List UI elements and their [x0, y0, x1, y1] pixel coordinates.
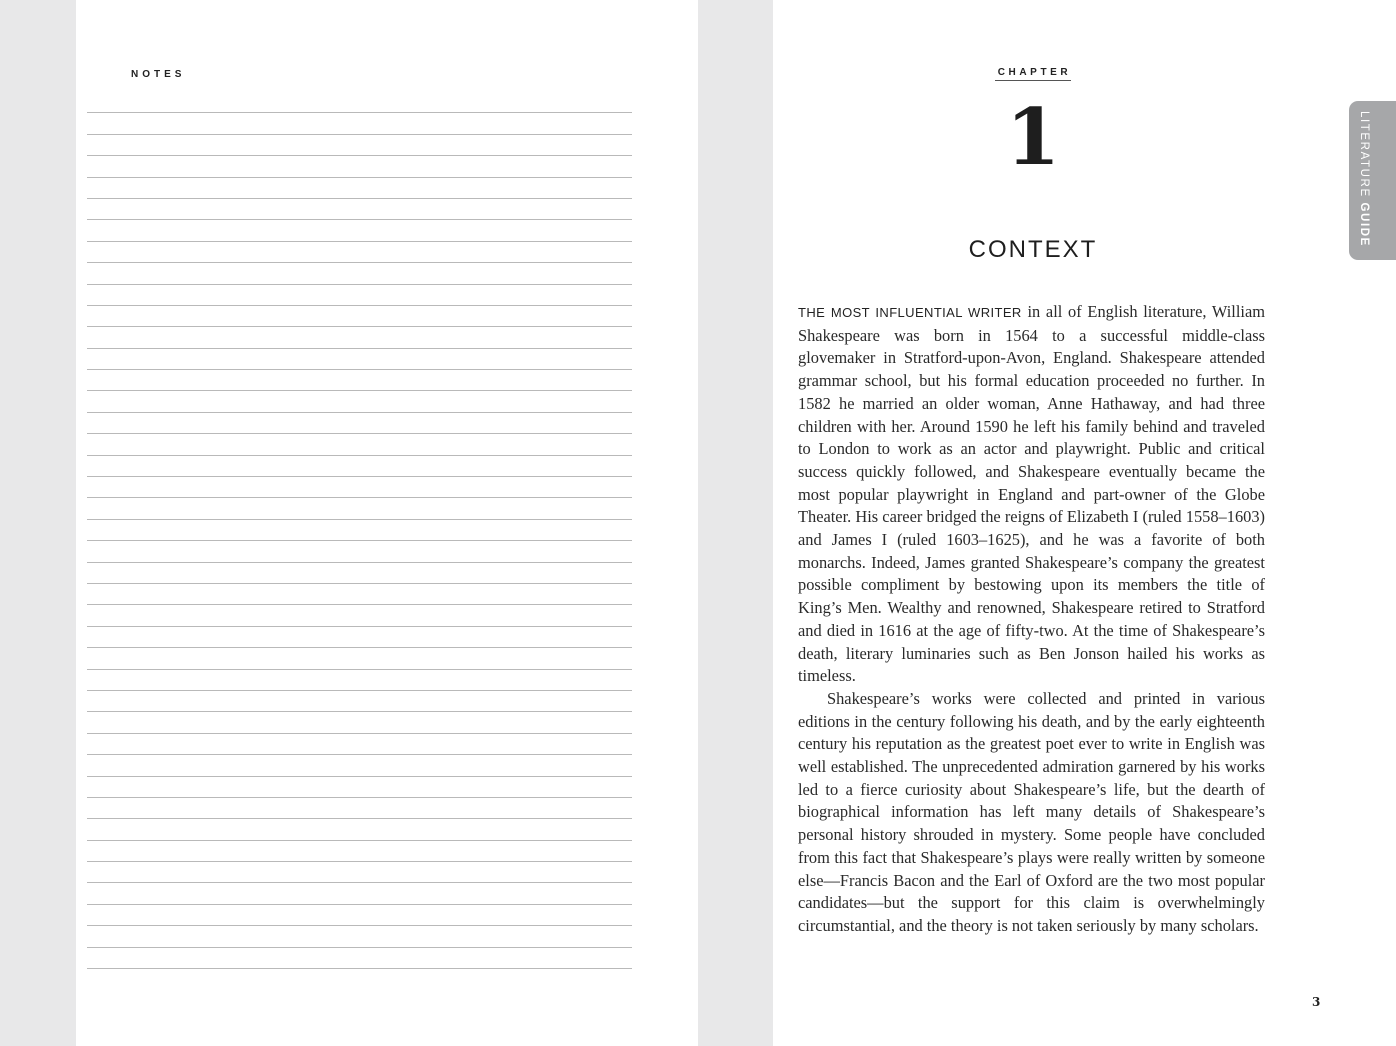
ruled-line	[87, 948, 632, 969]
chapter-number: 1	[1005, 92, 1061, 183]
ruled-line	[87, 541, 632, 562]
page-number: 3	[1312, 995, 1321, 1009]
side-tab-label	[1355, 111, 1373, 251]
left-notes-page	[76, 0, 698, 1046]
ruled-line	[87, 819, 632, 840]
ruled-line	[87, 306, 632, 327]
ruled-line	[87, 712, 632, 733]
ruled-line	[87, 178, 632, 199]
lead-in-text: THE MOST INFLUENTIAL WRITER	[798, 305, 1022, 320]
ruled-lines	[87, 92, 632, 969]
ruled-line	[87, 627, 632, 648]
ruled-line	[87, 926, 632, 947]
right-chapter-page	[773, 0, 1396, 1046]
ruled-line	[87, 199, 632, 220]
paragraph-1-text: in all of English literature, William Shakespeare was born in 1564 to a successful middle-class glovemaker in Stratford-upon-Avon, England. Shakespeare attended grammar school, but his formal education proceeded no further. In 1582 he married an older woman, Anne Hathaway, and had three children with her. Around 1590 he left his family behind and traveled to London to work as an actor and playwright. Public and critical success quickly followed, and Shakespeare eventually became the most popular playwright in England and part-owner of the Globe Theater. His career bridged the reigns of Elizabeth I (ruled 1558–1603) and James I (ruled 1603–1625), and he was a favorite of both monarchs. Indeed, James granted Shakespeare’s company the greatest possible compliment by bestowing upon its members the title of King’s Men. Wealthy and renowned, Shakespeare retired to Stratford and died in 1616 at the age of fifty-two. At the time of Shakespeare’s death, literary luminaries such as Ben Jonson hailed his works as timeless.	[798, 302, 1265, 686]
ruled-line	[87, 777, 632, 798]
ruled-line	[87, 905, 632, 926]
ruled-line	[87, 263, 632, 284]
ruled-line	[87, 862, 632, 883]
ruled-line	[87, 584, 632, 605]
side-tab-bold-text: GUIDE	[1358, 202, 1370, 247]
side-tab-light-text: LITERATURE	[1358, 111, 1370, 198]
ruled-line	[87, 477, 632, 498]
ruled-line	[87, 670, 632, 691]
ruled-line	[87, 135, 632, 156]
ruled-line	[87, 242, 632, 263]
literature-guide-tab	[1349, 101, 1396, 260]
notes-heading: NOTES	[131, 69, 186, 80]
ruled-line	[87, 841, 632, 862]
ruled-line	[87, 349, 632, 370]
ruled-line	[87, 413, 632, 434]
ruled-line	[87, 734, 632, 755]
ruled-line	[87, 520, 632, 541]
chapter-label-text: CHAPTER	[995, 67, 1072, 81]
ruled-line	[87, 285, 632, 306]
ruled-line	[87, 798, 632, 819]
paragraph-2: Shakespeare’s works were collected and printed in various editions in the century following his death, and by the early eighteenth century his reputation as the greatest poet ever to write in English was well established. The unprecedented admiration garnered by his works led to a fierce curiosity about Shakespeare’s life, but the dearth of biographical information has left many details of Shakespeare’s personal history shrouded in mystery. Some people have concluded from this fact that Shakespeare’s plays were really written by someone else—Francis Bacon and the Earl of Oxford are the two most popular candidates—but the support for this claim is overwhelmingly circumstantial, and the theory is not taken seriously by many scholars.	[798, 688, 1265, 935]
ruled-line	[87, 456, 632, 477]
ruled-line	[87, 605, 632, 626]
ruled-line	[87, 755, 632, 776]
ruled-line	[87, 327, 632, 348]
ruled-line	[87, 391, 632, 412]
ruled-line	[87, 563, 632, 584]
chapter-body	[798, 301, 1265, 938]
ruled-line	[87, 434, 632, 455]
chapter-label	[773, 67, 1293, 81]
ruled-line	[87, 648, 632, 669]
ruled-line	[87, 92, 632, 113]
ruled-line	[87, 220, 632, 241]
ruled-line	[87, 156, 632, 177]
ruled-line	[87, 370, 632, 391]
ruled-line	[87, 113, 632, 134]
paragraph-1	[798, 301, 1265, 688]
ruled-line	[87, 498, 632, 519]
chapter-title: CONTEXT	[968, 236, 1098, 263]
ruled-line	[87, 883, 632, 904]
ruled-line	[87, 691, 632, 712]
